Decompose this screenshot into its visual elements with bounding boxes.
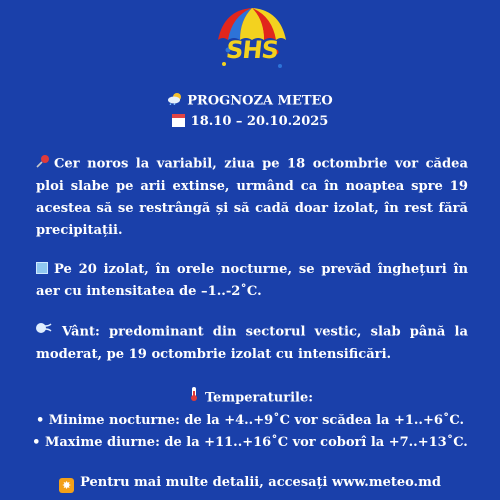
- footer-text: Pentru mai multe detalii, accesați www.meteo.md: [80, 475, 441, 490]
- date-range: [0, 114, 500, 130]
- thermometer-icon: [187, 387, 201, 409]
- title-text: PROGNOZA METEO: [187, 93, 333, 109]
- temperatures-heading-text: Temperaturile:: [204, 390, 314, 406]
- paragraph-text: Vânt: predominant din sectorul vestic, slab până la moderat, pe 19 octombrie izolat cu intensificări.: [36, 324, 468, 362]
- cloud-forecast-paragraph: [36, 153, 468, 242]
- frost-forecast-paragraph: [36, 259, 468, 303]
- page-title: [0, 92, 500, 110]
- temperature-line-minimum: • Minime nocturne: de la +4..+9˚C vor scădea la +1..+6˚C.: [35, 412, 465, 428]
- wind-face-icon: [36, 321, 52, 343]
- sun-behind-rain-cloud-icon: [167, 92, 183, 110]
- date-range-text: 18.10 – 20.10.2025: [190, 114, 329, 129]
- sparkle-star-icon: ✸: [59, 478, 74, 493]
- temperature-line-maximum: • Maxime diurne: de la +11..+16˚C vor coborî la +7..+13˚C.: [32, 434, 468, 450]
- temperatures-section: [0, 387, 500, 454]
- shs-logo: [214, 6, 290, 86]
- paragraph-text: Cer noros la variabil, ziua pe 18 octombrie vor cădea ploi slabe pe arii extinse, urmând ca în noaptea spre 19 acestea să se restrângă și să cadă doar izolat, în rest fără precipitații.: [36, 156, 468, 238]
- calendar-icon: [172, 114, 185, 127]
- ice-cube-icon: [36, 262, 48, 274]
- temperatures-heading: [0, 387, 500, 410]
- footer-link-line: [0, 474, 500, 493]
- paragraph-text: Pe 20 izolat, în orele nocturne, se prevăd înghețuri în aer cu intensitatea de –1..-2˚C.: [36, 262, 468, 299]
- logo-text: SHS: [224, 36, 280, 64]
- pushpin-icon: [36, 153, 50, 175]
- wind-forecast-paragraph: [36, 321, 468, 366]
